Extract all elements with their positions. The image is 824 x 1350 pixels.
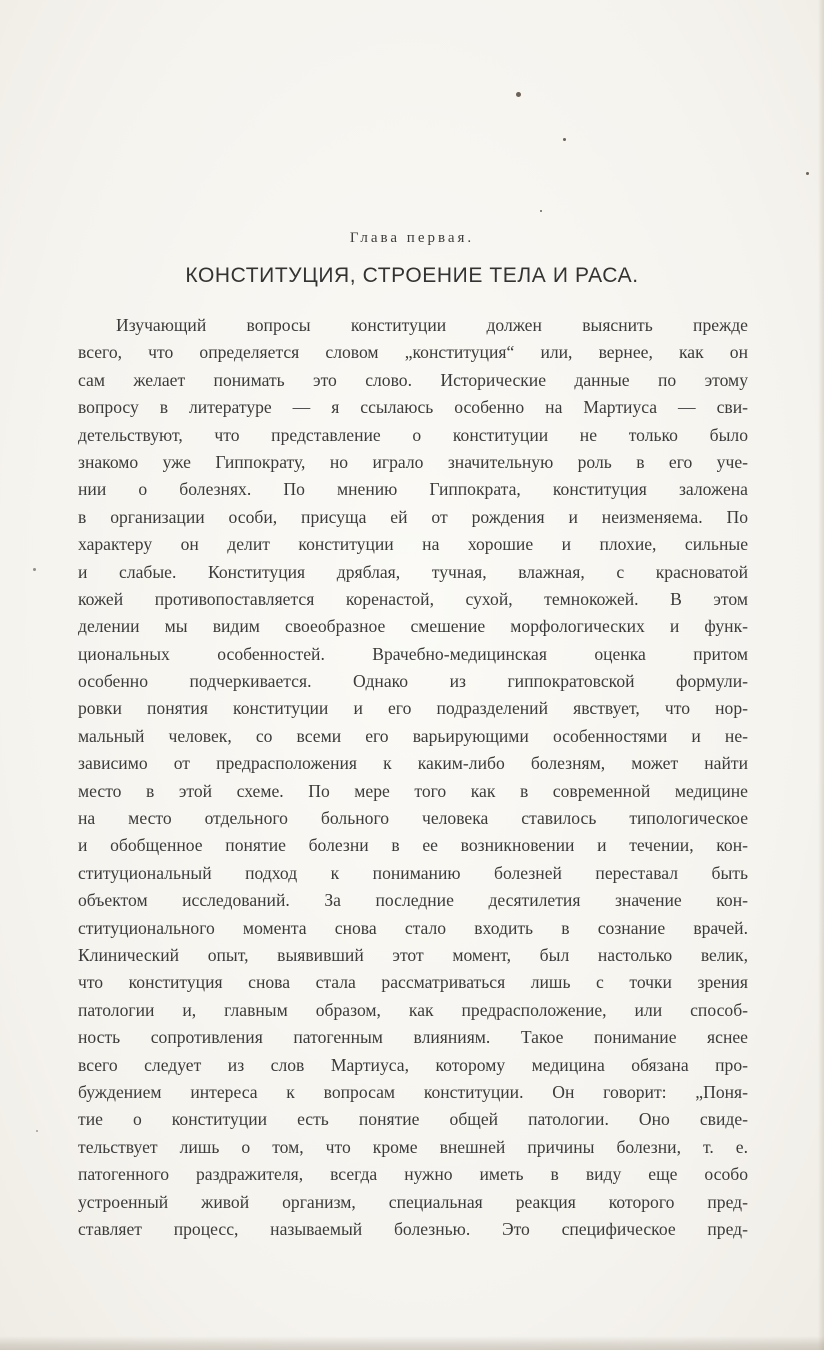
text-line: патогенного раздражителя, всегда нужно иметь в виду еще особо: [78, 1164, 748, 1185]
chapter-label: Глава первая.: [349, 230, 475, 246]
text-line: и обобщенное понятие болезни в ее возникновении и течении, кон-: [78, 835, 748, 856]
text-line: на место отдельного больного человека ставилось типологическое: [78, 808, 748, 829]
page-edge-right: [818, 0, 824, 1350]
text-line: всего, что определяется словом „конституция“ или, вернее, как он: [78, 342, 748, 363]
text-line: кожей противопоставляется коренастой, сухой, темнокожей. В этом: [78, 588, 748, 609]
text-line: циональных особенностей. Врачебно-медицинская оценка притом: [78, 643, 748, 664]
paper-speck: [33, 568, 36, 571]
text-line: устроенный живой организм, специальная реакция которого пред-: [78, 1191, 748, 1212]
paper-speck: [563, 138, 566, 141]
body-text: [78, 312, 748, 1243]
text-line: объектом исследований. За последние десятилетия значение кон-: [78, 890, 748, 911]
text-line: ровки понятия конституции и его подразделений явствует, что нор-: [78, 698, 748, 719]
text-line: знакомо уже Гиппократу, но играло значительную роль в его уче-: [78, 451, 748, 472]
text-line: всего следует из слов Мартиуса, которому медицина обязана про-: [78, 1054, 748, 1075]
text-line: и слабые. Конституция дряблая, тучная, влажная, с красноватой: [78, 561, 748, 582]
text-line: нии о болезнях. По мнению Гиппократа, конституция заложена: [78, 479, 748, 500]
paper-speck: [36, 1130, 38, 1132]
text-line: вопросу в литературе — я ссылаюсь особенно на Мартиуса — сви-: [78, 397, 748, 418]
text-line: тельствует лишь о том, что кроме внешней причины болезни, т. е.: [78, 1136, 748, 1157]
paper-speck: [540, 210, 542, 212]
text-line: Клинический опыт, выявивший этот момент, был настолько велик,: [78, 944, 748, 965]
text-line: ность сопротивления патогенным влияниям. Такое понимание яснее: [78, 1027, 748, 1048]
text-line: сам желает понимать это слово. Исторические данные по этому: [78, 369, 748, 390]
text-line: мальный человек, со всеми его варьирующими особенностями и не-: [78, 725, 748, 746]
text-line: что конституция снова стала рассматриваться лишь с точки зрения: [78, 972, 748, 993]
text-line: место в этой схеме. По мере того как в современной медицине: [78, 780, 748, 801]
text-line: в организации особи, присуща ей от рождения и неизменяема. По: [78, 506, 748, 527]
page-edge-bottom: [0, 1336, 824, 1350]
text-line: ституциональный подход к пониманию болезней переставал быть: [78, 862, 748, 883]
text-line: буждением интереса к вопросам конституции. Он говорит: „Поня-: [78, 1081, 748, 1102]
text-line: особенно подчеркивается. Однако из гиппократовской формули-: [78, 671, 748, 692]
text-line: патологии и, главным образом, как предрасположение, или способ-: [78, 999, 748, 1020]
paper-speck: [516, 92, 521, 97]
text-line: детельствуют, что представление о конституции не только было: [78, 424, 748, 445]
text-line: тие о конституции есть понятие общей патологии. Оно свиде-: [78, 1109, 748, 1130]
paper-speck: [806, 172, 809, 175]
text-line: ставляет процесс, называемый болезнью. Это специфическое пред-: [78, 1218, 748, 1239]
text-line: Изучающий вопросы конституции должен выяснить прежде: [116, 315, 748, 335]
chapter-title: КОНСТИТУЦИЯ, СТРОЕНИЕ ТЕЛА И РАСА.: [185, 264, 639, 287]
text-line: ституционального момента снова стало входить в сознание врачей.: [78, 917, 748, 938]
text-line: характеру он делит конституции на хорошие и плохие, сильные: [78, 534, 748, 555]
text-line: зависимо от предрасположения к каким-либо болезням, может найти: [78, 753, 748, 774]
text-line: делении мы видим своеобразное смешение морфологических и функ-: [78, 616, 748, 637]
